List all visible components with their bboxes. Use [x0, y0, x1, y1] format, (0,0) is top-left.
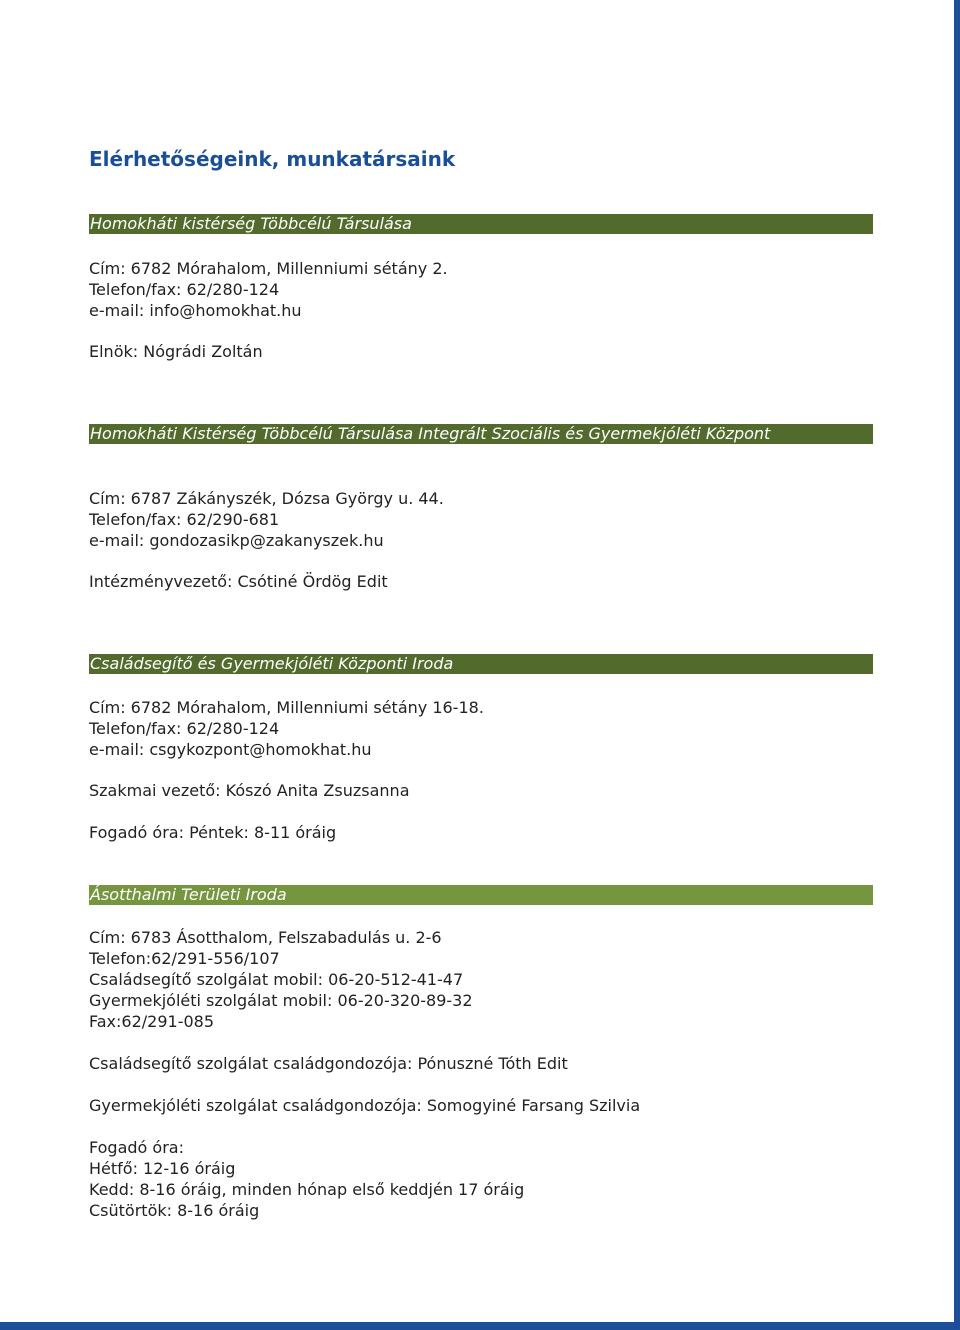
section-heading-1: Homokháti kistérség Többcélú Társulása	[89, 214, 873, 234]
section-4-hours-monday: Hétfő: 12-16 óráig	[89, 1159, 236, 1178]
section-4-mobile-child: Gyermekjóléti szolgálat mobil: 06-20-320-89-32	[89, 991, 473, 1010]
section-heading-4: Ásotthalmi Területi Iroda	[89, 885, 873, 905]
section-4-hours-tuesday: Kedd: 8-16 óráig, minden hónap első keddjén 17 óráig	[89, 1180, 525, 1199]
page-frame-right	[954, 0, 960, 1330]
section-2-email: e-mail: gondozasikp@zakanyszek.hu	[89, 531, 384, 550]
section-3-hours: Fogadó óra: Péntek: 8-11 óráig	[89, 823, 337, 842]
page-frame-bottom	[0, 1322, 960, 1330]
section-4-hours-thursday: Csütörtök: 8-16 óráig	[89, 1201, 260, 1220]
section-heading-3: Családsegítő és Gyermekjóléti Központi Iroda	[89, 654, 873, 674]
section-4-mobile-family: Családsegítő szolgálat mobil: 06-20-512-41-47	[89, 970, 464, 989]
section-1-address: Cím: 6782 Mórahalom, Millenniumi sétány 2.	[89, 259, 448, 278]
section-1-phone: Telefon/fax: 62/280-124	[89, 280, 280, 299]
section-4-person-family: Családsegítő szolgálat családgondozója: Pónuszné Tóth Edit	[89, 1054, 568, 1073]
section-3-address: Cím: 6782 Mórahalom, Millenniumi sétány 16-18.	[89, 698, 484, 717]
section-4-person-child: Gyermekjóléti szolgálat családgondozója: Somogyiné Farsang Szilvia	[89, 1096, 641, 1115]
section-3-phone: Telefon/fax: 62/280-124	[89, 719, 280, 738]
section-heading-2: Homokháti Kistérség Többcélú Társulása Integrált Szociális és Gyermekjóléti Központ	[89, 424, 873, 444]
section-1-person: Elnök: Nógrádi Zoltán	[89, 342, 263, 361]
section-4-address: Cím: 6783 Ásotthalom, Felszabadulás u. 2-6	[89, 928, 442, 947]
section-4-fax: Fax:62/291-085	[89, 1012, 214, 1031]
section-2-person: Intézményvezető: Csótiné Ördög Edit	[89, 572, 388, 591]
section-4-phone: Telefon:62/291-556/107	[89, 949, 280, 968]
section-1-email: e-mail: info@homokhat.hu	[89, 301, 302, 320]
section-2-address: Cím: 6787 Zákányszék, Dózsa György u. 44.	[89, 489, 444, 508]
section-2-phone: Telefon/fax: 62/290-681	[89, 510, 280, 529]
section-3-email: e-mail: csgykozpont@homokhat.hu	[89, 740, 372, 759]
section-3-person: Szakmai vezető: Kószó Anita Zsuzsanna	[89, 781, 410, 800]
page-title: Elérhetőségeink, munkatársaink	[89, 147, 456, 171]
section-4-hours-label: Fogadó óra:	[89, 1138, 184, 1157]
